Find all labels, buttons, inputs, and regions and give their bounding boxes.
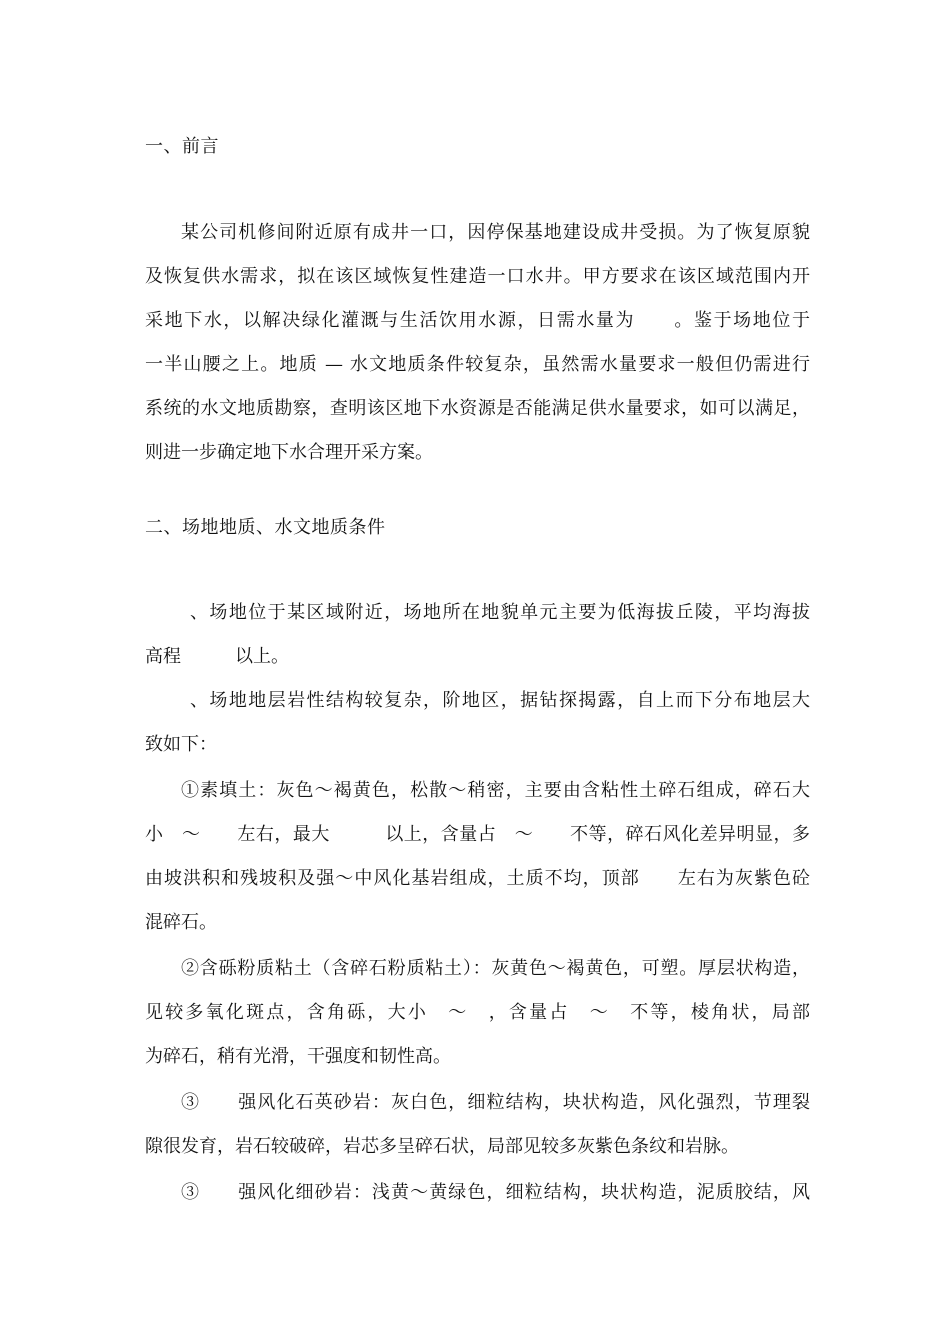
paragraph-line: ③ 强风化细砂岩：浅黄～黄绿色，细粒结构，块状构造，泥质胶结，风: [181, 1182, 810, 1203]
paragraph-line: 为碎石，稍有光滑，干强度和韧性高。: [145, 1046, 451, 1067]
paragraph-line: 、场地地层岩性结构较复杂，阶地区，据钻探揭露，自上而下分布地层大: [190, 690, 810, 711]
paragraph-line: ①素填土：灰色～褐黄色，松散～稍密，主要由含粘性土碎石组成，碎石大: [181, 780, 810, 801]
paragraph-line: 由坡洪积和残坡积及强～中风化基岩组成，土质不均，顶部 左右为灰紫色砼: [145, 868, 810, 889]
paragraph-line: ③ 强风化石英砂岩：灰白色，细粒结构，块状构造，风化强烈，节理裂: [181, 1092, 810, 1113]
paragraph-line: 某公司机修间附近原有成井一口，因停保基地建设成井受损。为了恢复原貌: [181, 222, 810, 243]
paragraph-line: ②含砾粉质粘土（含碎石粉质粘土）：灰黄色～褐黄色，可塑。厚层状构造，: [181, 958, 810, 979]
paragraph-line: 则进一步确定地下水合理开采方案。: [145, 442, 433, 463]
paragraph-line: 一半山腰之上。地质 — 水文地质条件较复杂，虽然需水量要求一般但仍需进行: [145, 354, 810, 375]
section-heading-preface: 一、前言: [145, 136, 219, 157]
paragraph-line: 致如下：: [145, 734, 217, 755]
paragraph-line: 系统的水文地质勘察，查明该区地下水资源是否能满足供水量要求，如可以满足，: [145, 398, 810, 419]
paragraph-line: 见较多氧化斑点，含角砾，大小 ～ ，含量占 ～ 不等，棱角状，局部: [145, 1002, 810, 1023]
paragraph-line: 隙很发育，岩石较破碎，岩芯多呈碎石状，局部见较多灰紫色条纹和岩脉。: [145, 1136, 739, 1157]
section-heading-site-conditions: 二、场地地质、水文地质条件: [145, 517, 386, 538]
paragraph-line: 及恢复供水需求，拟在该区域恢复性建造一口水井。甲方要求在该区域范围内开: [145, 266, 810, 287]
paragraph-line: 采地下水，以解决绿化灌溉与生活饮用水源，日需水量为 。鉴于场地位于: [145, 310, 810, 331]
paragraph-line: 、场地位于某区域附近，场地所在地貌单元主要为低海拔丘陵，平均海拔: [190, 602, 810, 623]
paragraph-line: 高程 以上。: [145, 646, 289, 667]
paragraph-line: 小 ～ 左右，最大 以上，含量占 ～ 不等，碎石风化差异明显，多: [145, 824, 810, 845]
paragraph-line: 混碎石。: [145, 912, 217, 933]
